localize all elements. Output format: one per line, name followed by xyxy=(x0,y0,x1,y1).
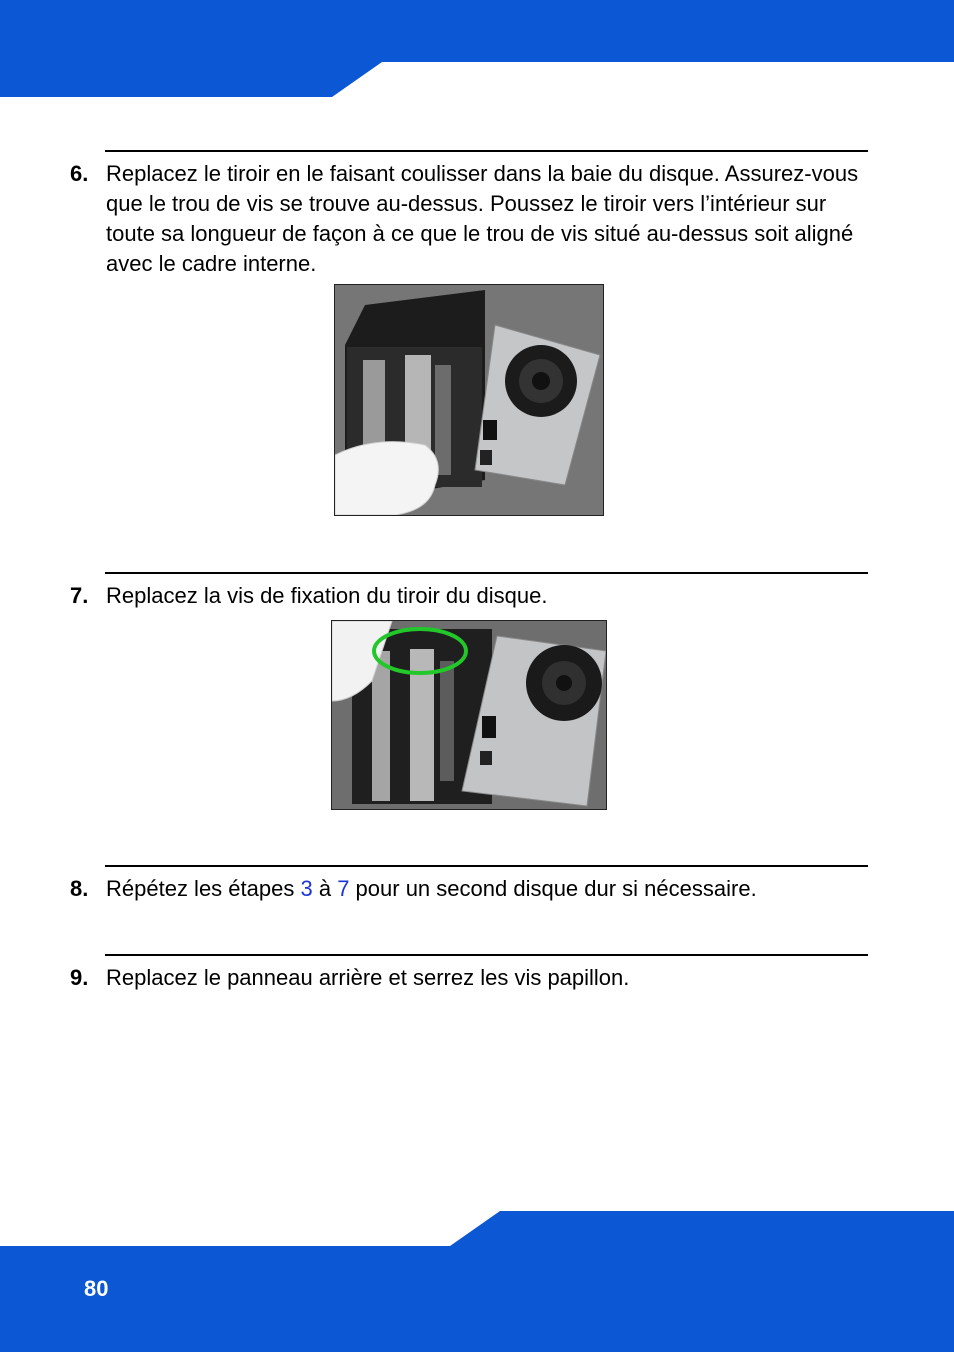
photo-drawer-insert xyxy=(334,284,604,516)
photo-drawer-insert-illustration xyxy=(335,285,603,515)
step-9-divider xyxy=(105,954,868,956)
step-3-link[interactable]: 3 xyxy=(300,876,313,901)
step-9-number: 9. xyxy=(70,965,89,990)
step-6-number: 6. xyxy=(70,161,89,186)
step-7 xyxy=(70,581,870,611)
photo-screw-fixing-illustration xyxy=(332,621,606,809)
step-6-text: Replacez le tiroir en le faisant coulisser dans la baie du disque. Assurez-vous que le trou de vis se trouve au-dessus. Poussez le tiroir vers l’intérieur sur toute sa longueur de façon à ce que le trou de vis situé au-dessus soit aligné avec le cadre interne. xyxy=(106,161,859,276)
step-7-divider xyxy=(105,572,868,574)
step-8 xyxy=(70,874,870,904)
step-7-link[interactable]: 7 xyxy=(337,876,350,901)
step-6-divider xyxy=(105,150,868,152)
step-7-text: Replacez la vis de fixation du tiroir du disque. xyxy=(106,583,548,608)
step-8-divider xyxy=(105,865,868,867)
step-8-text-middle: à xyxy=(312,876,338,901)
step-8-text xyxy=(106,874,870,904)
photo-screw-fixing xyxy=(331,620,607,810)
step-8-text-before: Répétez les étapes xyxy=(106,876,301,901)
footer-band xyxy=(0,1211,954,1352)
step-7-number: 7. xyxy=(70,583,89,608)
step-8-number: 8. xyxy=(70,876,89,901)
step-6 xyxy=(70,159,870,279)
step-9-text: Replacez le panneau arrière et serrez les vis papillon. xyxy=(106,965,630,990)
page-number: 80 xyxy=(84,1276,109,1301)
step-8-text-after: pour un second disque dur si nécessaire. xyxy=(349,876,757,901)
header-band xyxy=(0,0,954,97)
step-9 xyxy=(70,963,870,993)
